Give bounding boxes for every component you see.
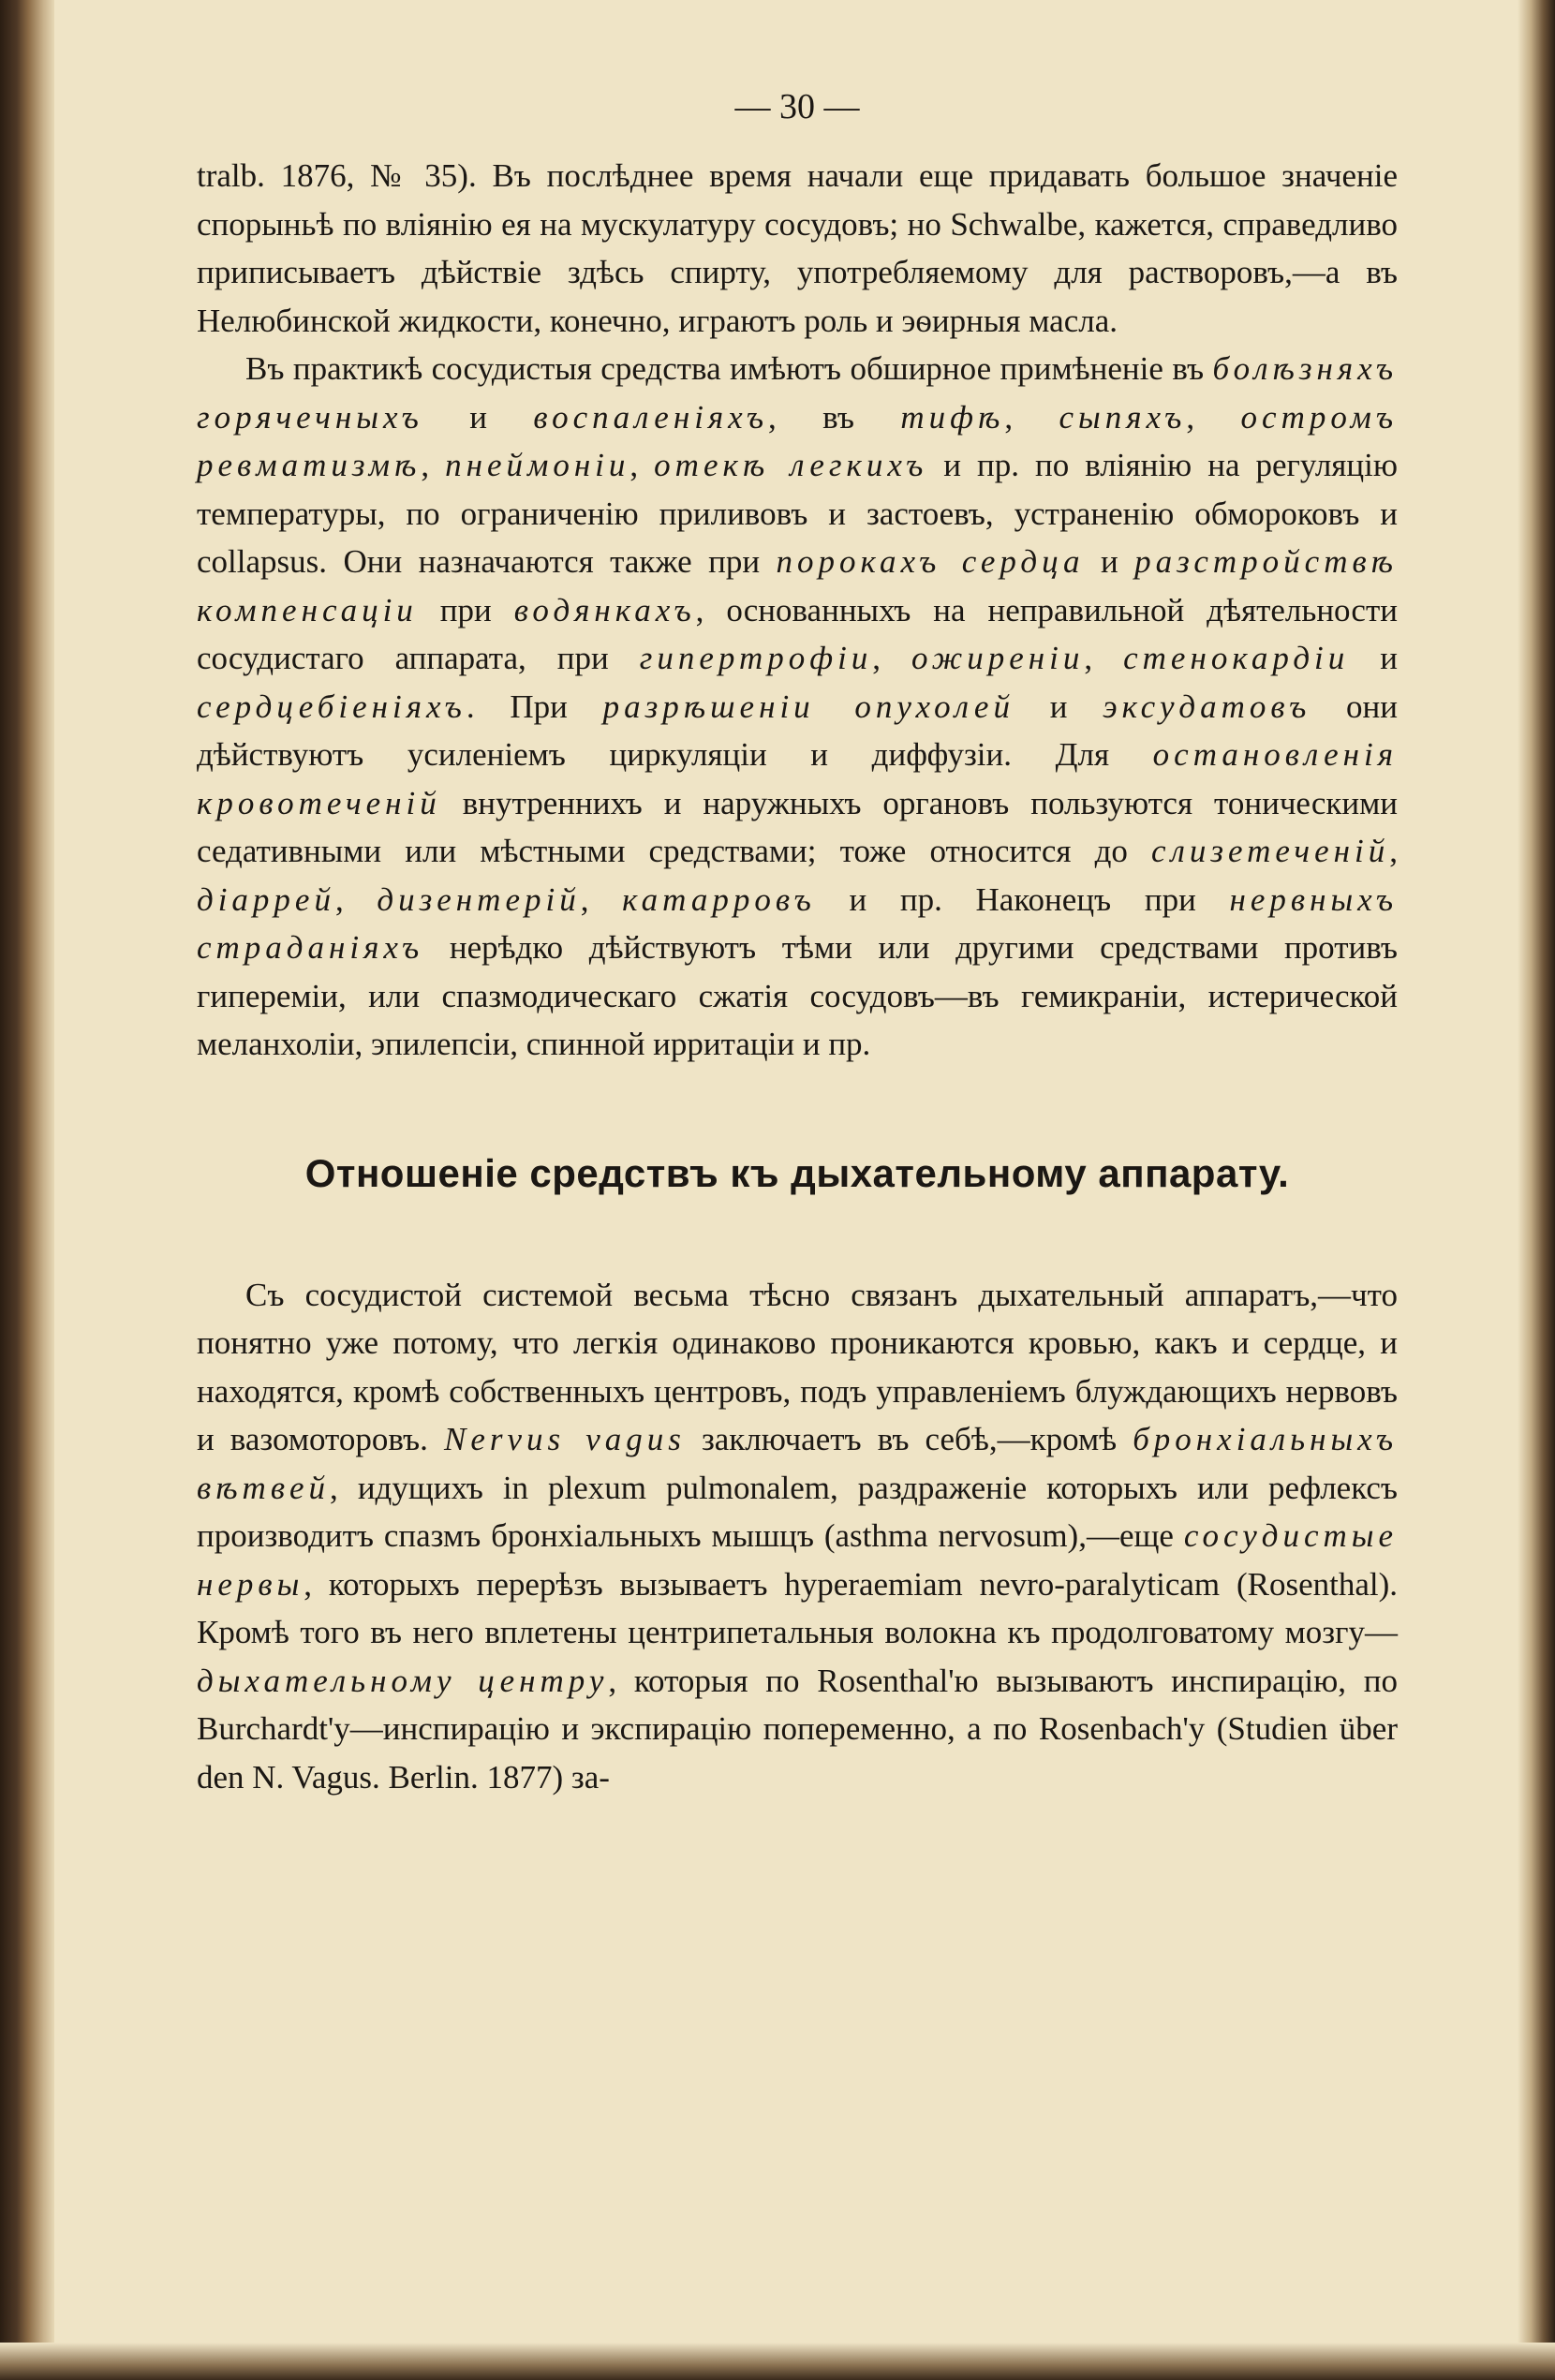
emphasized-term: дизентерій [377,880,581,918]
text-run: . При [466,687,603,725]
paragraph-2 [197,345,1398,1069]
emphasized-term: остромъ ревматизмѣ [197,398,1399,483]
paragraph-1 [197,152,1398,345]
text-run: и пр. Наконецъ при [815,880,1230,918]
emphasized-term: пнеймоніи [445,447,630,483]
paragraph-3 [197,1271,1398,1802]
emphasized-term: стенокардіи [1123,640,1350,676]
emphasized-term: катарровъ [622,880,816,918]
emphasized-term: Nervus vagus [443,1421,686,1457]
text-run: , [629,447,655,483]
text-run: , которыхъ перерѣзъ вызываетъ hyperaemiam nevro-paralyticam (Rosenthal). Кромѣ того въ него вплетены центрипетальныя волокна къ продолговатому мозгу— [197,1565,1398,1650]
emphasized-term: порокахъ сердца [776,543,1085,580]
text-run: , основанныхъ на неправильной дѣятельности сосудистаго аппарата, при [197,591,1398,676]
emphasized-term: эксудатовъ [1103,687,1311,725]
text-run: нерѣдко дѣйствуютъ тѣми или другими средствами противъ гипереміи, или спазмодическаго сжатія сосудовъ—въ гемикраніи, истерической меланхоліи, эпилепсіи, спинной ирритаціи и пр. [197,929,1398,1062]
text-run: Съ сосудистой системой весьма тѣсно связанъ дыхательный аппаратъ,—что понятно уже потому, что легкія одинаково проникаются кровью, какъ и сердце, и находятся, кромѣ собственныхъ центровъ, подъ управленіемъ блуждающихъ нервовъ и вазомоторовъ. [197,1276,1398,1457]
text-run: Въ практикѣ сосудистыя средства имѣютъ обширное примѣненіе въ [245,350,1213,387]
text-run: , [1084,640,1124,676]
emphasized-term: сыпяхъ [1059,398,1187,436]
text-run: , [872,640,912,676]
page-edge-right [1518,0,1555,2380]
text-run: и [1084,543,1135,580]
text-run: , [1389,833,1398,869]
text-run: и пр. по вліянію на регуляцію температуры, по ограниченію приливовъ и застоевъ, устраненію обмороковъ и collapsus. Они назначаются также при [197,447,1399,580]
text-run: , [580,880,623,918]
emphasized-term: діаррей [197,880,335,918]
emphasized-term: воспаленіяхъ [533,398,769,436]
emphasized-term: разстройствѣ компенсаціи [197,543,1399,628]
emphasized-term: остановленія кровотеченій [197,736,1398,821]
section-heading: Отношеніе средствъ къ дыхательному аппарату. [304,1150,1290,1195]
emphasized-term: тифѣ [900,398,1005,436]
text-run: и [1014,687,1103,725]
text-column [197,82,1398,1801]
text-run: , [334,880,378,918]
emphasized-term: гипертрофіи [639,640,873,676]
text-run: они дѣйствуютъ усиленіемъ циркуляціи и диффузіи. Для [197,687,1398,773]
emphasized-term: сердцебіеніяхъ [197,687,466,725]
emphasized-term: бронхіальныхъ вѣтвей [197,1421,1398,1506]
text-run: внутреннихъ и наружныхъ органовъ пользуются тоническими седативными или мѣстными средствами; тоже относится до [197,784,1398,869]
text-run: , [421,447,446,483]
page-edge-bottom [0,2343,1555,2380]
emphasized-term: сосудистые нервы [197,1517,1398,1603]
emphasized-term: ожиреніи [911,640,1085,676]
emphasized-term: слизетеченій [1151,833,1390,869]
emphasized-term: разрѣшеніи опухолей [602,687,1014,725]
text-run: tralb. 1876, № 35). Въ послѣднее время начали еще придавать большое значеніе спорыньѣ по вліянію ея на мускулатуру сосудовъ; но Schwalbe, кажется, справедливо приписываетъ дѣйствіе здѣсь спирту, употребляемому для растворовъ,—а въ Нелюбинской жидкости, конечно, играютъ роль и эѳирныя масла. [197,157,1398,339]
text-run: , въ [768,398,901,436]
emphasized-term: водянкахъ [513,591,696,628]
text-run: , идущихъ in plexum pulmonalem, раздраженіе которыхъ или рефлексъ производитъ спазмъ бронхіальныхъ мышцъ (asthma nervosum),—еще [197,1469,1398,1554]
emphasized-term: болѣзняхъ горячечныхъ [197,350,1398,436]
emphasized-term: нервныхъ страданіяхъ [197,880,1398,966]
emphasized-term: отекѣ легкихъ [654,447,928,483]
emphasized-term: дыхательному центру [197,1662,609,1699]
text-run: , которыя по Rosenthal'ю вызываютъ инспирацію, по Burchardt'у—инспирацію и экспирацію попеременно, а по Rosenbach'у (Studien über den N. Vagus. Berlin. 1877) за- [197,1662,1398,1796]
text-run: и [1349,640,1399,676]
text-run: , [1186,398,1241,436]
text-run: при [417,591,514,628]
page-binding-shadow [0,0,54,2380]
text-run: и [422,398,534,436]
text-run: заключаетъ въ себѣ,—кромѣ [685,1421,1133,1457]
text-run: , [1004,398,1059,436]
page-number: — 30 — [734,87,860,126]
